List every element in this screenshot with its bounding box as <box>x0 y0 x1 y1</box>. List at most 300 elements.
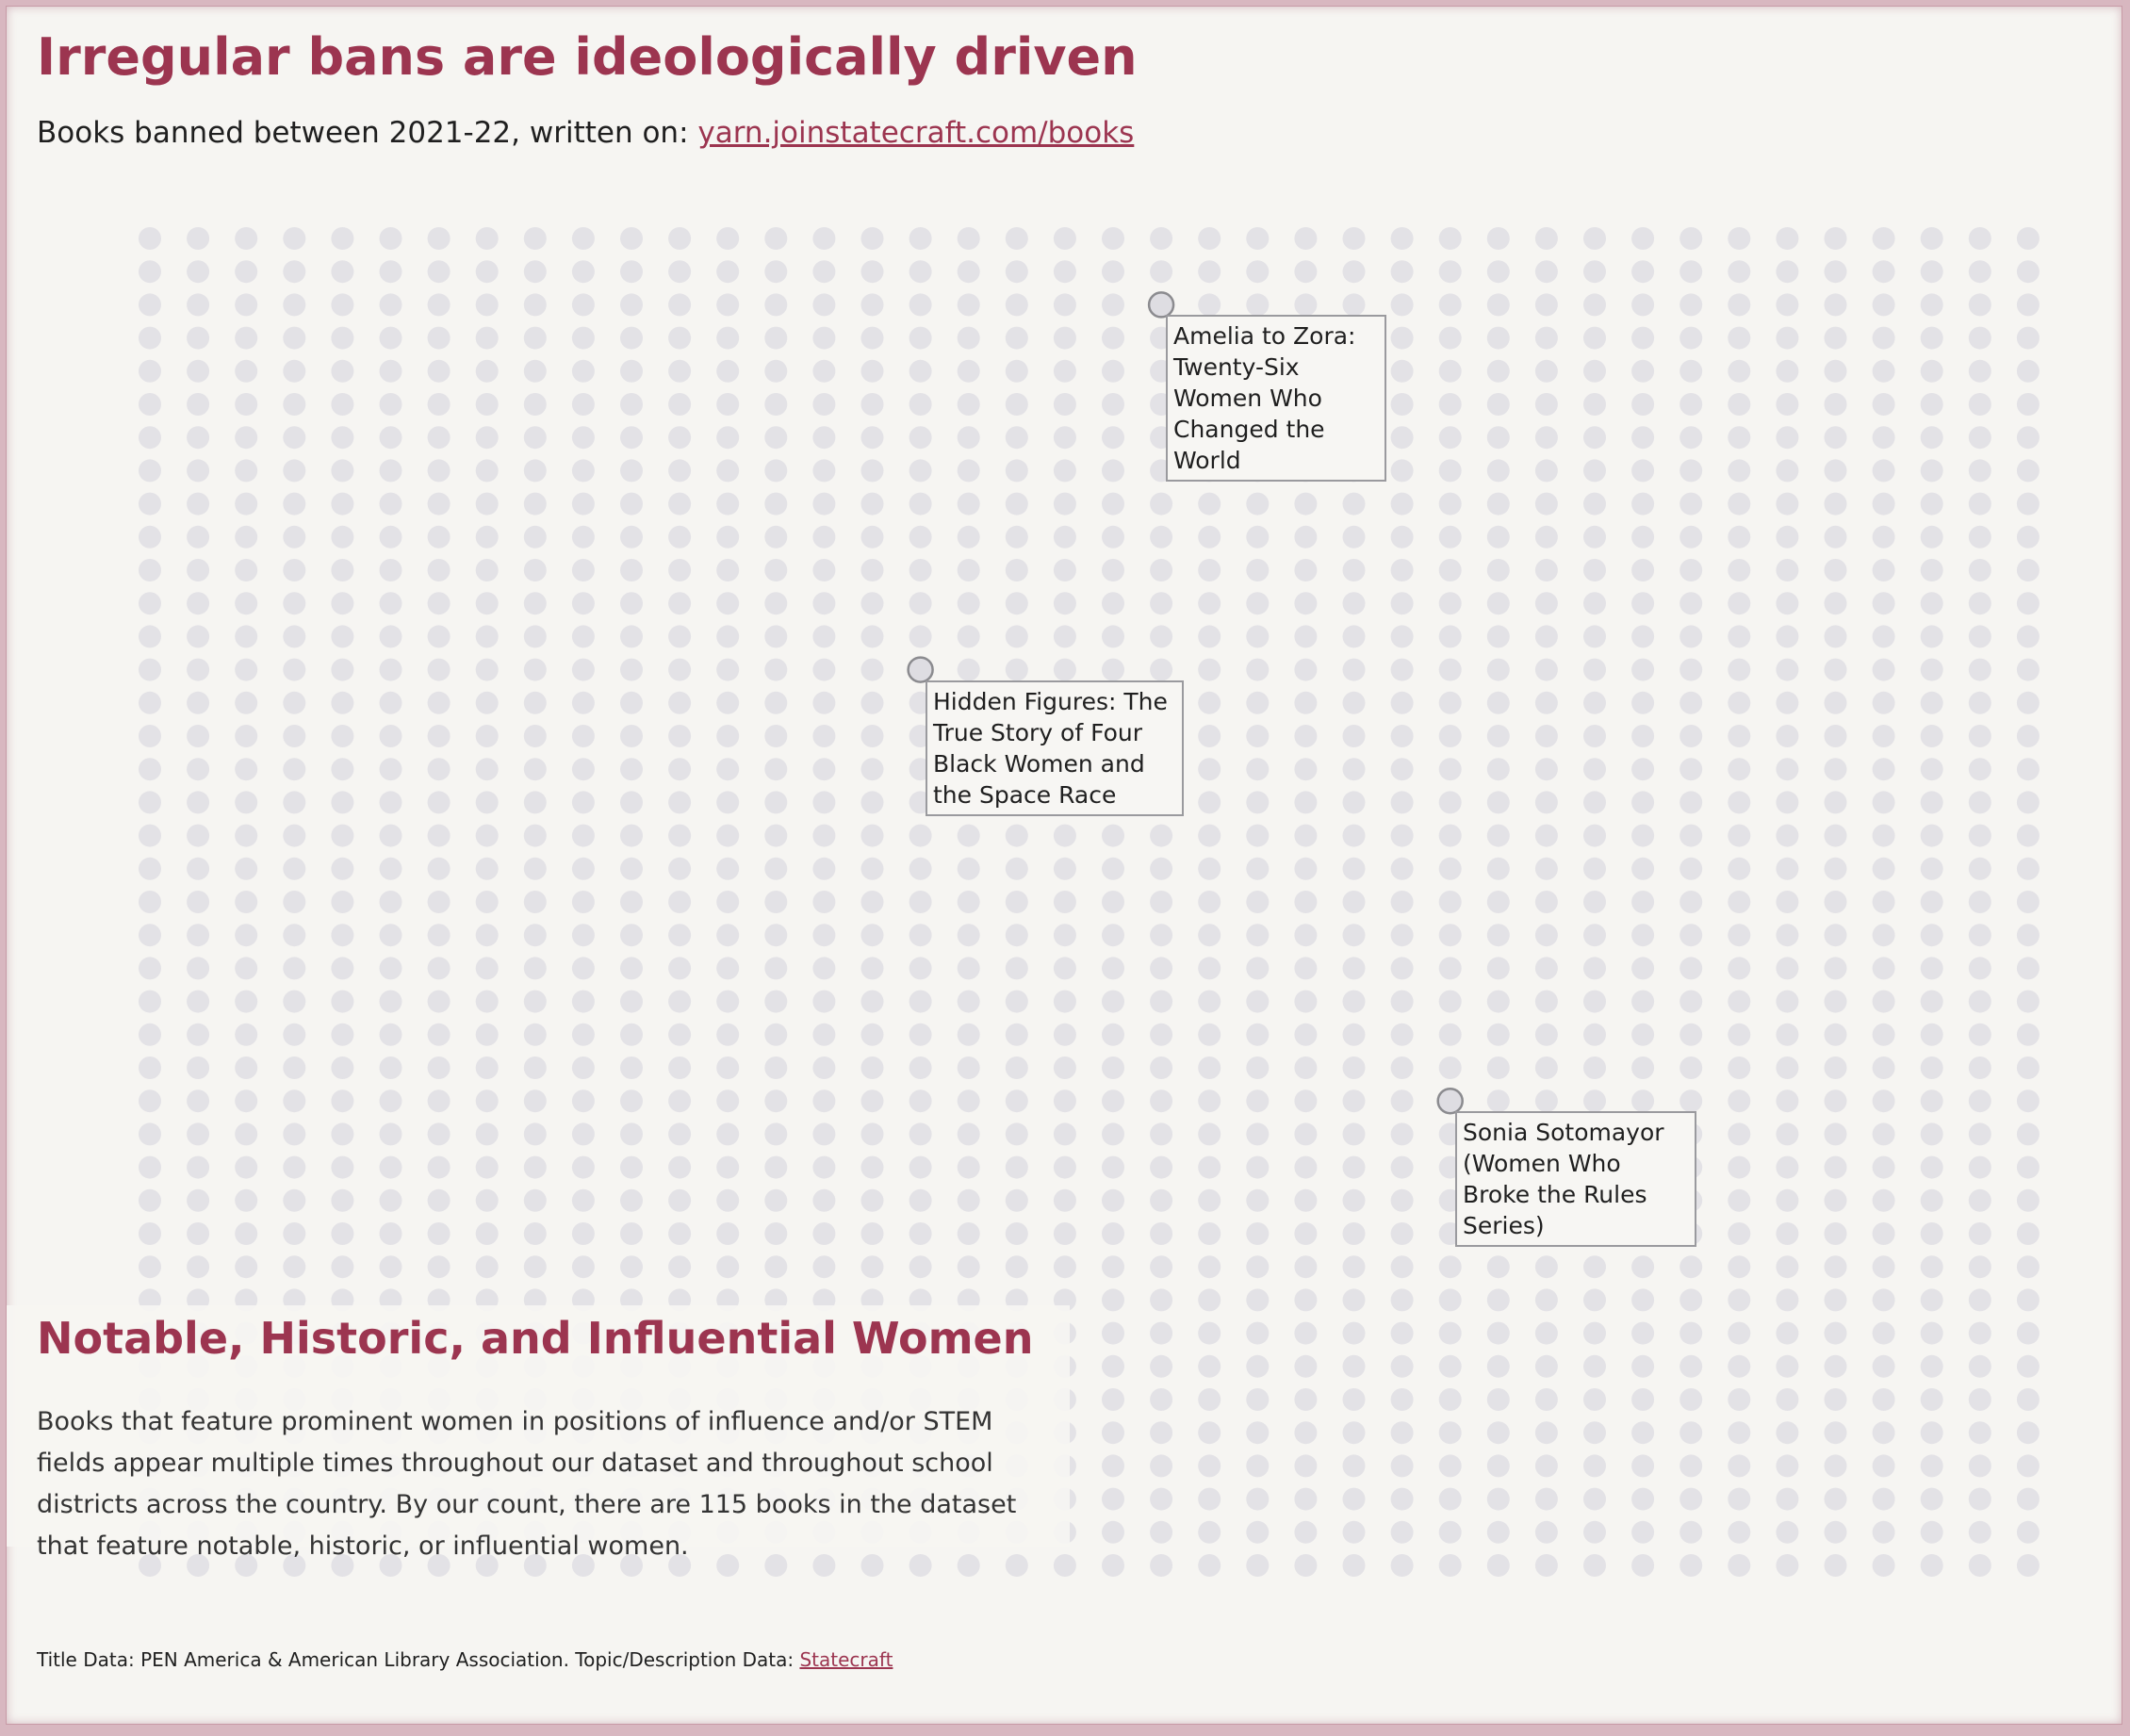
book-dot <box>1921 891 1943 913</box>
book-dot <box>572 991 595 1013</box>
book-dot <box>1343 1454 1366 1477</box>
book-dot <box>1535 957 1558 979</box>
book-dot <box>235 924 257 946</box>
book-dot <box>812 493 835 516</box>
book-dot <box>476 924 499 946</box>
book-dot <box>187 493 209 516</box>
book-dot <box>1921 625 1943 647</box>
book-dot <box>1439 1288 1462 1311</box>
book-dot <box>428 227 451 250</box>
book-dot <box>1343 1122 1366 1145</box>
book-dot <box>1679 659 1702 681</box>
book-dot <box>1246 1222 1269 1245</box>
book-dot <box>1487 791 1510 813</box>
book-dot <box>428 725 451 747</box>
book-dot <box>1631 924 1654 946</box>
book-dot <box>1825 327 1847 350</box>
book-dot <box>1583 1056 1606 1079</box>
book-dot <box>1679 493 1702 516</box>
book-dot <box>1583 725 1606 747</box>
book-dot <box>1679 1089 1702 1112</box>
book-dot <box>1487 526 1510 549</box>
book-dot <box>1776 659 1798 681</box>
book-dot <box>1631 991 1654 1013</box>
book-dot <box>1439 858 1462 880</box>
book-dot <box>1487 659 1510 681</box>
book-dot <box>1439 1421 1462 1444</box>
book-dot <box>235 227 257 250</box>
book-dot <box>1343 1056 1366 1079</box>
book-dot <box>331 924 353 946</box>
book-dot <box>620 758 643 780</box>
book-dot <box>1343 1156 1366 1179</box>
book-dot <box>1873 1156 1895 1179</box>
book-dot <box>428 1056 451 1079</box>
book-dot <box>958 1222 980 1245</box>
book-dot <box>1198 1024 1221 1046</box>
book-dot <box>1921 227 1943 250</box>
book-dot <box>1631 758 1654 780</box>
book-dot <box>668 227 691 250</box>
book-dot <box>1102 858 1124 880</box>
book-dot <box>1921 493 1943 516</box>
book-dot <box>331 1222 353 1245</box>
book-dot <box>331 957 353 979</box>
book-dot <box>1102 1056 1124 1079</box>
book-dot <box>1873 625 1895 647</box>
book-dot <box>2017 1189 2040 1212</box>
book-dot <box>524 891 547 913</box>
book-dot <box>1150 1056 1172 1079</box>
book-dot <box>1679 825 1702 847</box>
book-dot <box>2017 1288 2040 1311</box>
book-dot <box>1198 957 1221 979</box>
book-dot <box>1921 1255 1943 1278</box>
subtitle-text: Books banned between 2021-22, written on: <box>37 116 698 150</box>
book-dot <box>1776 692 1798 714</box>
book-dot <box>187 1255 209 1278</box>
book-dot <box>812 1222 835 1245</box>
book-dot <box>1439 825 1462 847</box>
book-dot <box>1487 426 1510 449</box>
book-dot <box>1969 360 1991 383</box>
book-dot <box>476 327 499 350</box>
book-dot <box>1487 625 1510 647</box>
book-dot <box>2017 924 2040 946</box>
book-dot <box>476 791 499 813</box>
book-dot <box>1198 1255 1221 1278</box>
book-dot <box>1969 1521 1991 1544</box>
book-dot <box>572 493 595 516</box>
book-dot <box>2017 1322 2040 1345</box>
book-dot <box>380 227 402 250</box>
book-dot <box>283 327 305 350</box>
book-dot <box>1198 692 1221 714</box>
book-dot <box>524 1089 547 1112</box>
book-dot <box>139 559 161 581</box>
book-dot <box>620 260 643 283</box>
book-dot <box>1246 1156 1269 1179</box>
book-dot <box>1102 1454 1124 1477</box>
book-dot <box>1198 1488 1221 1511</box>
book-dot <box>1487 360 1510 383</box>
book-dot <box>1487 1421 1510 1444</box>
book-dot <box>1679 692 1702 714</box>
book-dot <box>1391 825 1414 847</box>
book-dot <box>1679 891 1702 913</box>
book-dot <box>1246 1521 1269 1544</box>
book-dot <box>1583 592 1606 614</box>
book-dot <box>1921 725 1943 747</box>
book-dot <box>380 1189 402 1212</box>
book-dot <box>235 1089 257 1112</box>
book-dot <box>716 260 739 283</box>
book-dot <box>1776 227 1798 250</box>
book-dot <box>1921 858 1943 880</box>
book-dot <box>1150 260 1172 283</box>
book-dot <box>1246 1421 1269 1444</box>
book-dot <box>187 360 209 383</box>
book-dot <box>187 426 209 449</box>
book-dot <box>187 791 209 813</box>
book-dot <box>524 459 547 482</box>
book-dot <box>1921 1288 1943 1311</box>
book-dot <box>1873 758 1895 780</box>
book-dot <box>764 459 787 482</box>
book-dot <box>1198 1056 1221 1079</box>
book-dot <box>909 592 932 614</box>
book-dot <box>476 758 499 780</box>
book-dot <box>620 891 643 913</box>
book-dot <box>1583 327 1606 350</box>
book-dot <box>235 858 257 880</box>
book-dot <box>139 891 161 913</box>
book-dot <box>1343 526 1366 549</box>
book-dot <box>668 891 691 913</box>
book-dot <box>572 426 595 449</box>
book-dot <box>283 924 305 946</box>
book-dot <box>1631 559 1654 581</box>
book-dot <box>1969 1189 1991 1212</box>
book-dot <box>1391 924 1414 946</box>
book-dot <box>1006 327 1028 350</box>
book-dot <box>283 725 305 747</box>
book-dot <box>1969 1156 1991 1179</box>
book-dot <box>1006 493 1028 516</box>
book-dot <box>958 293 980 316</box>
book-dot <box>1150 1255 1172 1278</box>
book-dot <box>283 293 305 316</box>
book-dot <box>428 360 451 383</box>
book-dot <box>283 360 305 383</box>
book-dot <box>1439 791 1462 813</box>
book-dot <box>235 327 257 350</box>
book-dot <box>187 1189 209 1212</box>
book-dot <box>812 791 835 813</box>
book-dot <box>1631 393 1654 416</box>
book-dot <box>2017 791 2040 813</box>
book-dot <box>1391 1056 1414 1079</box>
book-dot <box>1439 1056 1462 1079</box>
book-dot <box>1969 1322 1991 1345</box>
book-dot <box>572 692 595 714</box>
book-dot <box>1343 493 1366 516</box>
book-dot <box>1583 991 1606 1013</box>
book-dot <box>1776 991 1798 1013</box>
book-dot <box>764 1189 787 1212</box>
book-dot <box>958 327 980 350</box>
book-dot <box>1873 459 1895 482</box>
book-dot <box>283 1056 305 1079</box>
highlighted-book-dot[interactable] <box>909 658 933 682</box>
book-dot <box>572 858 595 880</box>
book-dot <box>1150 227 1172 250</box>
book-dot <box>1487 559 1510 581</box>
book-dot <box>812 227 835 250</box>
book-dot <box>958 924 980 946</box>
book-dot <box>1728 991 1750 1013</box>
book-dot <box>1969 1089 1991 1112</box>
book-dot <box>812 393 835 416</box>
book-dot <box>1102 1355 1124 1378</box>
book-dot <box>1102 1189 1124 1212</box>
book-dot <box>1198 825 1221 847</box>
book-dot <box>1776 1255 1798 1278</box>
source-link[interactable]: yarn.joinstatecraft.com/books <box>697 116 1135 150</box>
book-dot <box>1631 493 1654 516</box>
book-dot <box>1006 360 1028 383</box>
book-dot <box>428 1089 451 1112</box>
book-dot <box>380 260 402 283</box>
book-dot <box>861 659 884 681</box>
book-dot <box>1006 1024 1028 1046</box>
book-dot <box>812 991 835 1013</box>
book-dot <box>1054 659 1076 681</box>
book-dot <box>1439 493 1462 516</box>
book-dot <box>1583 1255 1606 1278</box>
callout-label: Sonia Sotomayor (Women Who Broke the Rules Series) <box>1463 1119 1664 1239</box>
book-dot <box>1825 692 1847 714</box>
book-dot <box>428 924 451 946</box>
highlighted-book-dot[interactable] <box>1438 1089 1463 1113</box>
book-dot <box>380 559 402 581</box>
book-dot <box>1006 1189 1028 1212</box>
book-dot <box>1825 559 1847 581</box>
book-dot <box>1102 559 1124 581</box>
book-dot <box>1102 991 1124 1013</box>
book-dot <box>958 260 980 283</box>
book-dot <box>331 559 353 581</box>
book-dot <box>764 758 787 780</box>
book-dot <box>476 293 499 316</box>
book-dot <box>1006 426 1028 449</box>
book-dot <box>1198 260 1221 283</box>
book-dot <box>812 725 835 747</box>
book-dot <box>909 1255 932 1278</box>
book-dot <box>524 1189 547 1212</box>
book-dot <box>1873 659 1895 681</box>
book-dot <box>1583 858 1606 880</box>
book-dot <box>283 526 305 549</box>
book-dot <box>1631 459 1654 482</box>
book-dot <box>380 858 402 880</box>
book-dot <box>380 659 402 681</box>
book-dot <box>1535 1322 1558 1345</box>
book-dot <box>380 1122 402 1145</box>
book-dot <box>2017 1089 2040 1112</box>
book-dot <box>139 1156 161 1179</box>
book-dot <box>764 1122 787 1145</box>
book-dot <box>1679 426 1702 449</box>
book-dot <box>1006 924 1028 946</box>
book-dot <box>139 1255 161 1278</box>
book-dot <box>1825 426 1847 449</box>
book-dot <box>283 659 305 681</box>
book-dot <box>2017 1122 2040 1145</box>
book-dot <box>958 1255 980 1278</box>
book-dot <box>1006 957 1028 979</box>
book-callout <box>1455 1111 1696 1247</box>
book-dot <box>909 227 932 250</box>
book-dot <box>524 858 547 880</box>
book-dot <box>1631 1488 1654 1511</box>
book-dot <box>524 559 547 581</box>
book-dot <box>812 426 835 449</box>
book-dot <box>764 1156 787 1179</box>
book-dot <box>1294 1288 1317 1311</box>
book-dot <box>187 625 209 647</box>
book-dot <box>958 1056 980 1079</box>
statecraft-link[interactable]: Statecraft <box>799 1648 893 1671</box>
book-dot <box>1969 758 1991 780</box>
book-dot <box>1969 725 1991 747</box>
book-dot <box>1006 891 1028 913</box>
book-dot <box>1776 426 1798 449</box>
book-dot <box>1391 393 1414 416</box>
book-dot <box>428 293 451 316</box>
book-dot <box>572 592 595 614</box>
book-dot <box>1391 1024 1414 1046</box>
book-dot <box>716 426 739 449</box>
book-dot <box>1006 227 1028 250</box>
book-dot <box>572 659 595 681</box>
book-dot <box>476 725 499 747</box>
book-dot <box>1054 991 1076 1013</box>
book-dot <box>1054 1255 1076 1278</box>
book-dot <box>1006 526 1028 549</box>
book-dot <box>187 1222 209 1245</box>
book-dot <box>1728 957 1750 979</box>
book-dot <box>2017 1056 2040 1079</box>
book-dot <box>1631 1554 1654 1577</box>
book-dot <box>1825 758 1847 780</box>
book-dot <box>428 692 451 714</box>
book-dot <box>187 393 209 416</box>
highlighted-book-dot[interactable] <box>1149 292 1173 317</box>
book-dot <box>1583 758 1606 780</box>
book-dot <box>380 1056 402 1079</box>
book-dot <box>476 1222 499 1245</box>
book-dot <box>1102 526 1124 549</box>
book-dot <box>1583 393 1606 416</box>
book-dot <box>1969 493 1991 516</box>
book-dot <box>139 659 161 681</box>
book-dot <box>235 725 257 747</box>
book-dot <box>1921 758 1943 780</box>
book-dot <box>1439 459 1462 482</box>
book-dot <box>572 1189 595 1212</box>
book-dot <box>1198 725 1221 747</box>
book-dot <box>1246 692 1269 714</box>
book-dot <box>524 659 547 681</box>
book-dot <box>1969 260 1991 283</box>
book-dot <box>139 293 161 316</box>
book-dot <box>1343 1554 1366 1577</box>
book-dot <box>668 1156 691 1179</box>
book-dot <box>1102 260 1124 283</box>
book-dot <box>428 1024 451 1046</box>
book-dot <box>428 791 451 813</box>
book-dot <box>861 791 884 813</box>
book-dot <box>1391 293 1414 316</box>
book-dot <box>1873 260 1895 283</box>
book-dot <box>1728 1222 1750 1245</box>
book-dot <box>1825 1056 1847 1079</box>
book-dot <box>1102 459 1124 482</box>
book-dot <box>331 526 353 549</box>
book-dot <box>909 957 932 979</box>
book-dot <box>2017 426 2040 449</box>
book-dot <box>716 758 739 780</box>
book-dot <box>1825 625 1847 647</box>
book-dot <box>1198 791 1221 813</box>
book-dot <box>1776 1089 1798 1112</box>
book-dot <box>380 1156 402 1179</box>
book-dot <box>1343 1255 1366 1278</box>
book-dot <box>1873 293 1895 316</box>
book-dot <box>1728 1122 1750 1145</box>
book-dot <box>2017 659 2040 681</box>
book-dot <box>2017 692 2040 714</box>
book-dot <box>1150 1554 1172 1577</box>
book-dot <box>235 991 257 1013</box>
book-dot <box>1873 1421 1895 1444</box>
book-dot <box>476 493 499 516</box>
book-dot <box>1439 393 1462 416</box>
book-dot <box>716 526 739 549</box>
book-dot <box>1631 1288 1654 1311</box>
book-dot <box>572 327 595 350</box>
book-dot <box>861 957 884 979</box>
book-dot <box>1535 725 1558 747</box>
book-dot <box>1439 1255 1462 1278</box>
book-dot <box>1969 791 1991 813</box>
book-dot <box>1825 1089 1847 1112</box>
book-dot <box>1294 825 1317 847</box>
book-dot <box>1198 1322 1221 1345</box>
book-dot <box>1198 526 1221 549</box>
book-dot <box>812 327 835 350</box>
book-dot <box>1150 1388 1172 1411</box>
book-dot <box>1198 293 1221 316</box>
book-dot <box>1969 327 1991 350</box>
book-dot <box>1054 1056 1076 1079</box>
book-dot <box>1535 293 1558 316</box>
book-dot <box>1969 991 1991 1013</box>
book-dot <box>716 1156 739 1179</box>
book-dot <box>1487 1288 1510 1311</box>
book-dot <box>861 625 884 647</box>
